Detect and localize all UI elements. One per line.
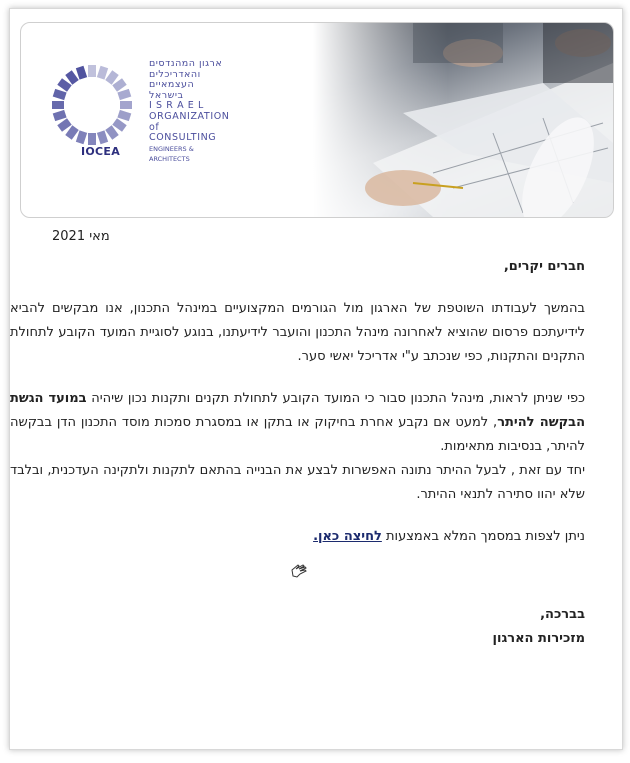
signature: מזכירות הארגון [492, 631, 585, 646]
logo-english-line: I S R A E L [149, 100, 204, 112]
view-document-text: ניתן לצפות במסמך המלא באמצעות [381, 529, 585, 544]
letter-date: מאי 2021 [52, 229, 110, 244]
newsletter-card [9, 8, 623, 750]
click-here-link[interactable]: לחיצה כאן. [313, 529, 382, 544]
view-document-line [10, 525, 585, 549]
closing: בברכה, [540, 607, 585, 622]
logo-hebrew-line: העצמאיים [149, 79, 195, 91]
logo-ring-segment [88, 65, 96, 77]
signature-block [10, 603, 585, 651]
header-banner [20, 22, 614, 218]
logo-hebrew-line: ארגון המהנדסים [149, 58, 223, 69]
logo-hebrew-line: בישראל [149, 89, 184, 101]
logo-ring-segment [97, 130, 108, 144]
logo-hebrew-line: והאדריכלים [149, 68, 201, 80]
hand-cursor-icon [290, 562, 310, 580]
logo-ring-segment [120, 101, 132, 109]
paragraph-2-bold: במועד הגשת הבקשה להיתר [10, 391, 586, 430]
logo-ring-segment [117, 110, 131, 121]
paragraph-2-text: כפי שניתן לראות, מינהל התכנון סבור כי המועד הקובע לתחולת תקנים ותקנות נכון שיהיה [86, 391, 585, 406]
logo-ring-segment [76, 66, 87, 80]
paragraph-1: בהמשך לעבודתו השוטפת של הארגון מול הגורמים המקצועיים במינהל התכנון, אנו מבקשים להביא לידיעתכם פרסום שהוציא לאחרונה מינהל התכנון והועבר לידיעתנו, בנוגע לסוגיית המועד הקובע לתחולת התקנים והתקנות, כפי שנכתב ע"י אדריכל יאשי סער. [10, 301, 585, 364]
logo-ring-segment [117, 89, 131, 100]
letter-body [10, 255, 585, 549]
logo-english-line: of CONSULTING [149, 121, 217, 144]
logo-ring-segment [53, 89, 67, 100]
logo-ring-segment [88, 133, 96, 145]
logo-abbreviation: IOCEA [81, 145, 121, 158]
architects-photo-illustration [313, 23, 613, 217]
logo-ring-segment [52, 101, 64, 109]
paragraph-2 [10, 387, 585, 459]
header-photo [313, 23, 613, 217]
logo-ring-segment [76, 130, 87, 144]
paragraph-2-text-end: , למעט אם נקבע אחרת בחיקוק או בתקן או במסגרת סמכות מוסד התכנון הדן בבקשה להיתר, בנסיבות מתאימות. [10, 415, 585, 454]
iocea-logo-icon [47, 60, 137, 150]
logo-english-line: ENGINEERS & ARCHITECTS [149, 144, 194, 164]
paragraph-3: יחד עם זאת , לבעל ההיתר נתונה האפשרות לבצע את הבנייה בהתאם לתקנות ולתקינה העדכנית, ובלבד שלא יהוו סתירה לתנאי ההיתר. [10, 463, 585, 502]
logo-english-line: ORGANIZATION [149, 110, 230, 122]
greeting: חברים יקרים, [503, 259, 585, 274]
logo-ring-segment [97, 66, 108, 80]
logo-ring-segment [53, 110, 67, 121]
logo-text [149, 59, 229, 165]
